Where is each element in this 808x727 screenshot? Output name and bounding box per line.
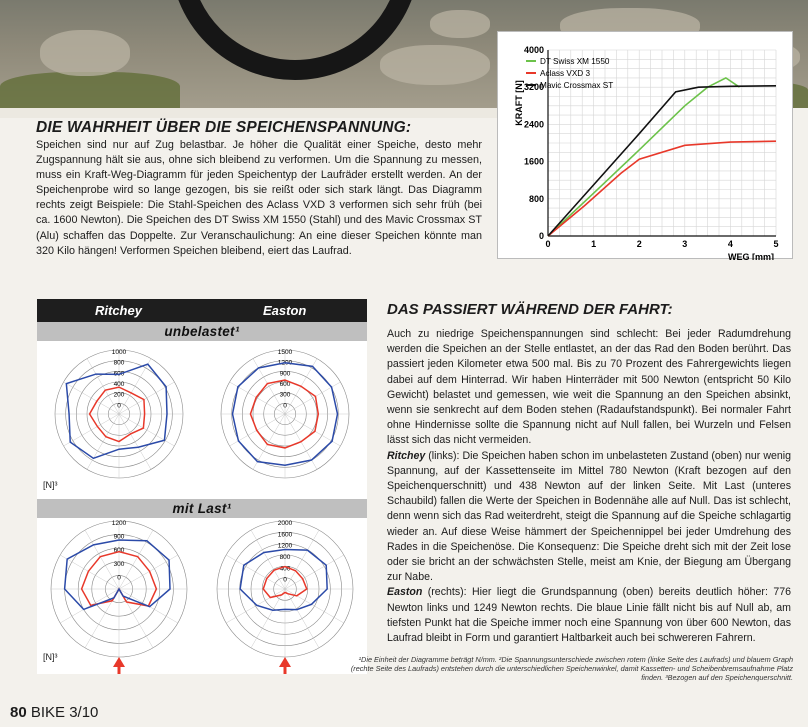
ride-paragraph-1: Auch zu niedrige Speichenspannungen sind schlecht: Bei jeder Radumdrehung werden die Speichen an der Stelle entlastet, an der das Rad den Boden berührt. Das passiert jeden Kilometer etwa 500 mal. Bis zu 70 Prozent des Fahrergewichts liegen dabei auf dem Hinterrad. Wir haben Hinterräder mit 500 Newton (entspricht 50 Kilo Gewicht) belastet und gemessen, wie weit die Spannung an den Speichen absinkt, wenn sie senkrecht auf dem Boden stehen (Radaufstandspunkt). Bei normaler Fahrt ohne Hindernisse sollte die Spannung nicht auf Null fallen, bei Wurzeln und Felsen lässt sich das nicht vermeiden.: [387, 328, 791, 447]
force-distance-svg: [498, 32, 794, 260]
radar-ring-label: 300: [279, 391, 291, 399]
legend-label: Aclass VXD 3: [540, 69, 591, 78]
radar-spoke-line: [64, 414, 119, 446]
ride-paragraph-3: (rechts): Hier liegt die Grundspannung (oben) bereits deutlich höher: 776 Newton links und 1249 Newton rechts. Die blaue Linie fällt nicht bis auf Null ab, am tiefsten Punkt hat die Speiche immer noch eine Spannung von über 600 Newton, das Laufrad bleibt in Form und garantiert Haltbarkeit auch bei schwereren Fahrern.: [387, 586, 791, 645]
radar-easton-unloaded: [221, 349, 349, 478]
legend-label: Mavic Crossmax ST: [540, 81, 614, 90]
radar-spoke-line: [87, 414, 119, 469]
ritchey-label: Ritchey: [387, 449, 426, 462]
y-tick-label: 800: [528, 193, 544, 204]
col-ritchey: Ritchey: [95, 303, 142, 318]
photo-band: [0, 108, 500, 118]
radar-ring-label: 400: [279, 565, 291, 573]
ground-arrow-head: [113, 657, 125, 667]
radar-ring-label: 0: [117, 402, 121, 410]
magazine-issue: BIKE 3/10: [30, 704, 99, 721]
photo-stone: [40, 30, 130, 76]
easton-label: Easton: [387, 586, 423, 599]
force-distance-chart: [497, 31, 793, 259]
radar-spoke-line: [285, 589, 319, 648]
radar-ring-label: 300: [113, 560, 125, 568]
y-tick-label: 1600: [523, 156, 544, 167]
radar-ring-label: 0: [283, 576, 287, 584]
photo-stone: [430, 10, 490, 38]
radar-ring-label: 600: [113, 370, 125, 378]
x-tick-label: 4: [727, 239, 733, 249]
radar-ring-label: 1200: [111, 520, 127, 527]
y-tick-label: 3200: [523, 82, 544, 93]
y-tick-label: 2400: [523, 119, 544, 130]
radar-spoke-line: [226, 555, 285, 589]
radar-series-blue: [66, 364, 167, 458]
radar-ring-label: 2000: [277, 520, 293, 527]
radar-ring-label: 600: [113, 547, 125, 555]
radar-ring-label: 900: [113, 533, 125, 541]
radar-ring-label: 400: [113, 381, 125, 388]
photo-stone: [380, 45, 490, 85]
x-tick-label: 5: [773, 239, 779, 249]
radar-spoke-line: [119, 414, 151, 469]
chart-legend: [523, 57, 614, 93]
radar-ring-label: 900: [279, 370, 291, 378]
radar-easton-loaded: [217, 520, 353, 674]
radar-ring-label: 1500: [277, 349, 293, 356]
radar-spoke-line: [226, 589, 285, 623]
radar-ring-label: 1000: [111, 349, 127, 356]
radar-spoke-line: [60, 555, 119, 589]
radar-ring-label: 1600: [277, 531, 293, 539]
x-tick-label: 3: [682, 239, 688, 249]
radar-ring-label: 1200: [277, 542, 293, 550]
radar-ring-label: 200: [113, 391, 125, 399]
x-axis-label: WEG [mm]: [728, 252, 774, 260]
headline-while-riding: DAS PASSIERT WÄHREND DER FAHRT:: [387, 301, 673, 318]
footnote: ¹Die Einheit der Diagramme beträgt N/mm. ²Die Spannungsunterschiede zwischen rotem (linke Seite des Laufrads) und blauem Graph (rechte Seite des Laufrads) entstehen durch die unterschiedlichen Speichenwinkel, damit Kassetten- und Scheibenbremsaufnahme Platz finden. ³Bezogen auf den Speichenquerschnitt.: [350, 655, 793, 682]
radar-ring-label: 0: [117, 574, 121, 582]
x-tick-label: 0: [545, 239, 551, 249]
row-unloaded: unbelastet¹: [37, 322, 367, 341]
body-spoke-tension: Speichen sind nur auf Zug belastbar. Je höher die Qualität einer Speiche, desto mehr Zugspannung hält sie aus, ohne sich bleibend zu verformen. Um die Spannung zu messen, muss ein Kraft-Weg-Diagramm für jeden Speichentyp der Laufräder erstellt werden. An der Speichenprobe wird so lange gezogen, bis sie reißt oder sich stark längt. Das Diagramm rechts zeigt Beispiele: Die Stahl-Speichen des Aclass VXD 3 verformen sich sehr früh (bei ca. 1600 Newton). Die Speichen des DT Swiss XM 1550 (Stahl) und des Mavic Crossmax ST (Alu) schaffen das Doppelte. Zur Veranschaulichung: An eine dieser Speichen könnte man 320 Kilo hängen! Verformen Speichen bleibend, eiert das Laufrad.: [36, 139, 482, 257]
y-tick-label: 4000: [523, 45, 544, 55]
page-footer: [10, 704, 98, 721]
unit-label-bottom: [N]³: [43, 652, 58, 662]
radar-spoke-line: [64, 382, 119, 414]
radar-ring-label: 600: [279, 381, 291, 388]
y-axis-label: KRAFT [N]: [514, 80, 524, 126]
page-number: 80: [10, 704, 27, 721]
ground-arrow-head: [279, 657, 291, 667]
radar-ring-label: 800: [113, 359, 125, 367]
radar-ritchey-unloaded: [55, 349, 183, 478]
radar-spoke-line: [251, 589, 285, 648]
radar-spoke-line: [285, 555, 344, 589]
row-loaded: mit Last¹: [37, 499, 367, 518]
radar-ring-label: 1200: [277, 359, 293, 367]
x-tick-label: 2: [636, 239, 642, 249]
radar-charts: [37, 299, 367, 674]
y-tick-label: 0: [538, 231, 544, 241]
photo-grass: [0, 72, 180, 108]
radar-ring-label: 800: [279, 554, 291, 561]
spoke-tension-panel: [37, 299, 367, 674]
radar-spoke-line: [285, 589, 344, 623]
unit-label-top: [N]³: [43, 480, 58, 490]
legend-label: DT Swiss XM 1550: [540, 57, 610, 66]
ride-paragraph-2: (links): Die Speichen haben schon im unbelasteten Zustand (oben) nur wenig Spannung, auf der Kassettenseite im Mittel 780 Newton (Kraft bezogen auf den Speichenquerschnitt) und 438 Newton auf der linken Seite. Mit Last (unteres Schaubild) fallen die Werte der Speichen in Bodennähe alle auf Null. Das ist schlecht, denn wenn sich das Rad weiterdreht, steigt die Spannung auf die Speiche schlagartig wieder an. Auf diese Weise hämmert der Speichennippel bei jeder Umdrehung des Rades in die Speichenöse. Die Konsequenz: Die Speiche dreht sich mit der Zeit lose oder sie bricht an der schwächsten Stelle, meist am Knie, der Biegung am Übergang zur Nabe.: [387, 449, 791, 584]
headline-spoke-tension: DIE WAHRHEIT ÜBER DIE SPEICHENSPANNUNG:: [36, 119, 412, 136]
x-tick-label: 1: [591, 239, 597, 249]
col-easton: Easton: [263, 303, 307, 318]
body-while-riding: [387, 327, 791, 646]
radar-ring-label: 0: [283, 402, 287, 410]
radar-ritchey-loaded: [51, 520, 187, 674]
